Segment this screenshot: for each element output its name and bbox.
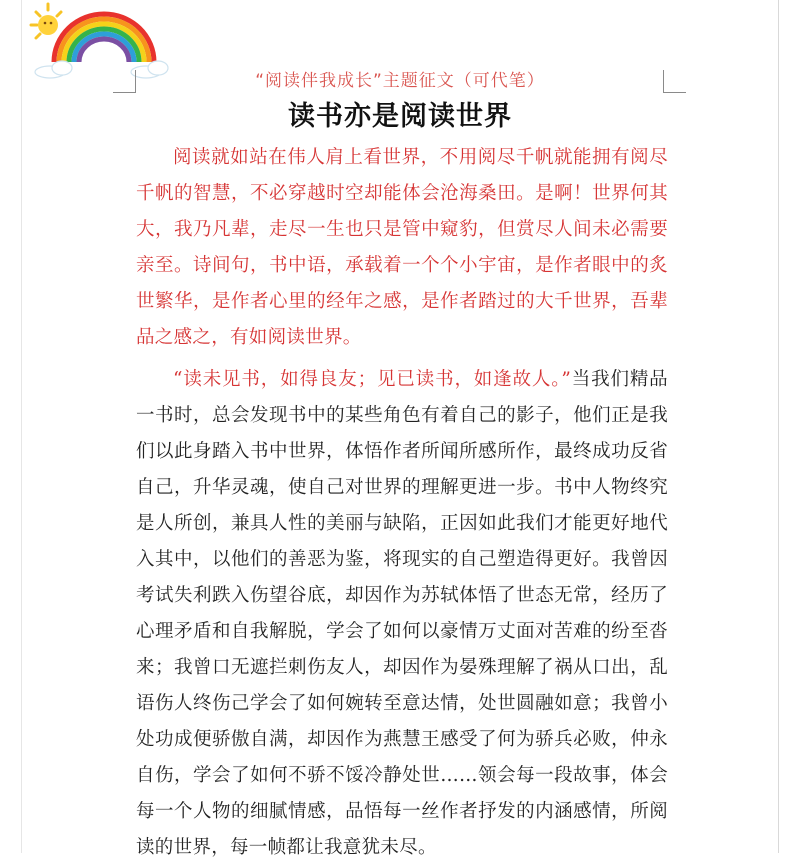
paragraph-2-text: 当我们精品一书时，总会发现书中的某些角色有着自己的影子，他们正是我们以此身踏入书中世界，体悟作者所闻所感所作，最终成功反省自己，升华灵魂，使自己对世界的理解更进一步。书中人物终究是人所创，兼具人性的美丽与缺陷，正因如此我们才能更好地代入其中，以他们的善恶为鉴，将现实的自己塑造得更好。我曾因考试失利跌入伤望谷底，却因作为苏轼体悟了世态无常，经历了心理矛盾和自我解脱，学会了如何以豪情万丈面对苦难的纷至沓来；我曾口无遮拦刺伤友人，却因作为晏殊理解了祸从口出，乱语伤人终伤己学会了如何婉转至意达情，处世圆融如意；我曾小处功成便骄傲自满，却因作为燕慧王感受了何为骄兵必败，仲永自伤，学会了如何不骄不馁冷静处世……领会每一段故事，体会每一个人物的细腻情感，品悟每一丝作者抒发的内涵感情，所阅读的世界，每一帧都让我意犹未尽。 xyxy=(136,369,668,858)
document-body xyxy=(136,140,668,866)
paragraph-2 xyxy=(136,362,668,866)
document-subtitle: “阅读伴我成长”主题征文（可代笔） xyxy=(255,71,545,91)
paragraph-1: 阅读就如站在伟人肩上看世界，不用阅尽千帆就能拥有阅尽千帆的智慧，不必穿越时空却能体会沧海桑田。是啊！世界何其大，我乃凡辈，走尽一生也只是管中窥豹，但赏尽人间未必需要亲至。诗间句，书中语，承载着一个个小宇宙，是作者眼中的炙世繁华，是作者心里的经年之感，是作者踏过的大千世界，吾辈品之感之，有如阅读世界。 xyxy=(136,147,668,348)
document-title: 读书亦是阅读世界 xyxy=(288,101,512,132)
paragraph-2-quote: “读未见书，如得良友；见已读书，如逢故人。” xyxy=(173,369,572,390)
